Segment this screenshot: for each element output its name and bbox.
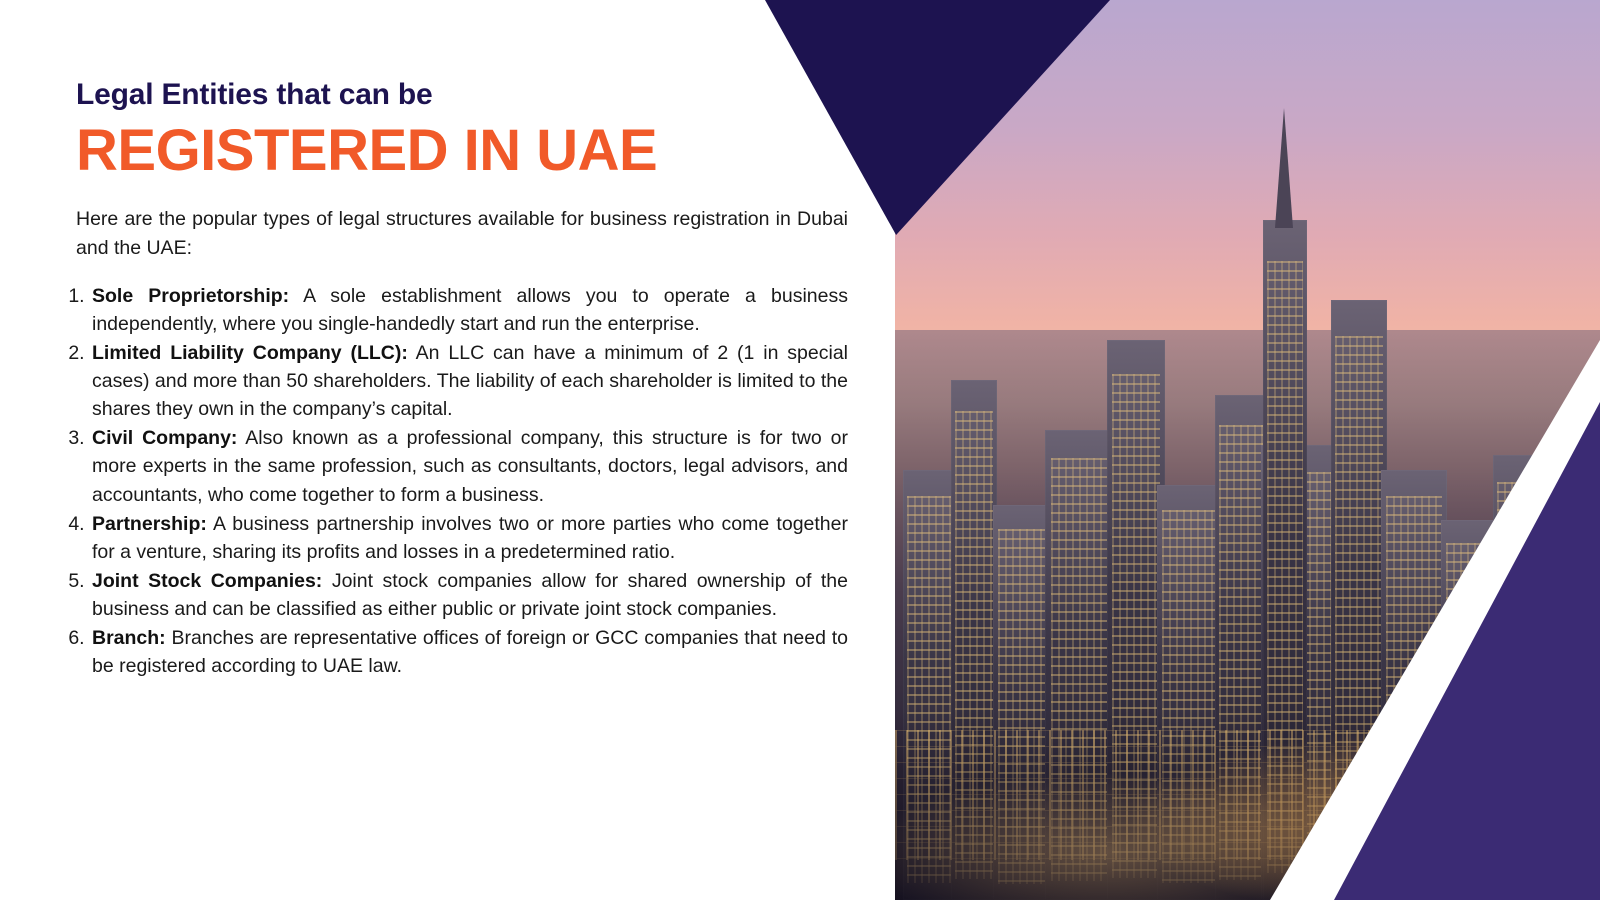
list-item-description: Also known as a professional company, this structure is for two or more experts in the same profession, such as consultants, doctors, legal advisors, and accountants, who come together to form a business.: [92, 427, 848, 506]
list-item: [90, 624, 848, 680]
list-item: [90, 510, 848, 566]
list-item-term: Branch:: [92, 626, 166, 649]
list-item-description: Branches are representative offices of foreign or GCC companies that need to be registered according to UAE law.: [92, 626, 848, 677]
list-item: [90, 339, 848, 423]
list-item-term: Partnership:: [92, 512, 207, 535]
list-item-description: A sole establishment allows you to operate a business independently, where you single-handedly start and run the enterprise.: [92, 284, 848, 336]
list-item: [90, 567, 848, 623]
list-item-term: Civil Company:: [92, 427, 238, 450]
entity-list: [76, 282, 848, 680]
list-item-term: Joint Stock Companies:: [92, 569, 323, 592]
list-item-description: A business partnership involves two or more parties who come together for a venture, sharing its profits and losses in a predetermined ratio.: [92, 512, 848, 563]
list-item-term: Sole Proprietorship:: [92, 284, 290, 307]
list-item-description: Joint stock companies allow for shared ownership of the business and can be classified as either public or private joint stock companies.: [92, 569, 848, 620]
page-title-large: REGISTERED IN UAE: [76, 117, 658, 183]
list-item: [90, 424, 848, 508]
page-title-small: Legal Entities that can be: [76, 78, 433, 111]
list-item-description: An LLC can have a minimum of 2 (1 in special cases) and more than 50 shareholders. The liability of each shareholder is limited to the shares they own in the company’s capital.: [92, 342, 849, 421]
list-item: [90, 282, 848, 338]
intro-paragraph: Here are the popular types of legal structures available for business registration in Dubai and the UAE:: [76, 208, 848, 259]
tower-spire: [1275, 108, 1293, 228]
list-item-term: Limited Liability Company (LLC):: [92, 342, 408, 365]
